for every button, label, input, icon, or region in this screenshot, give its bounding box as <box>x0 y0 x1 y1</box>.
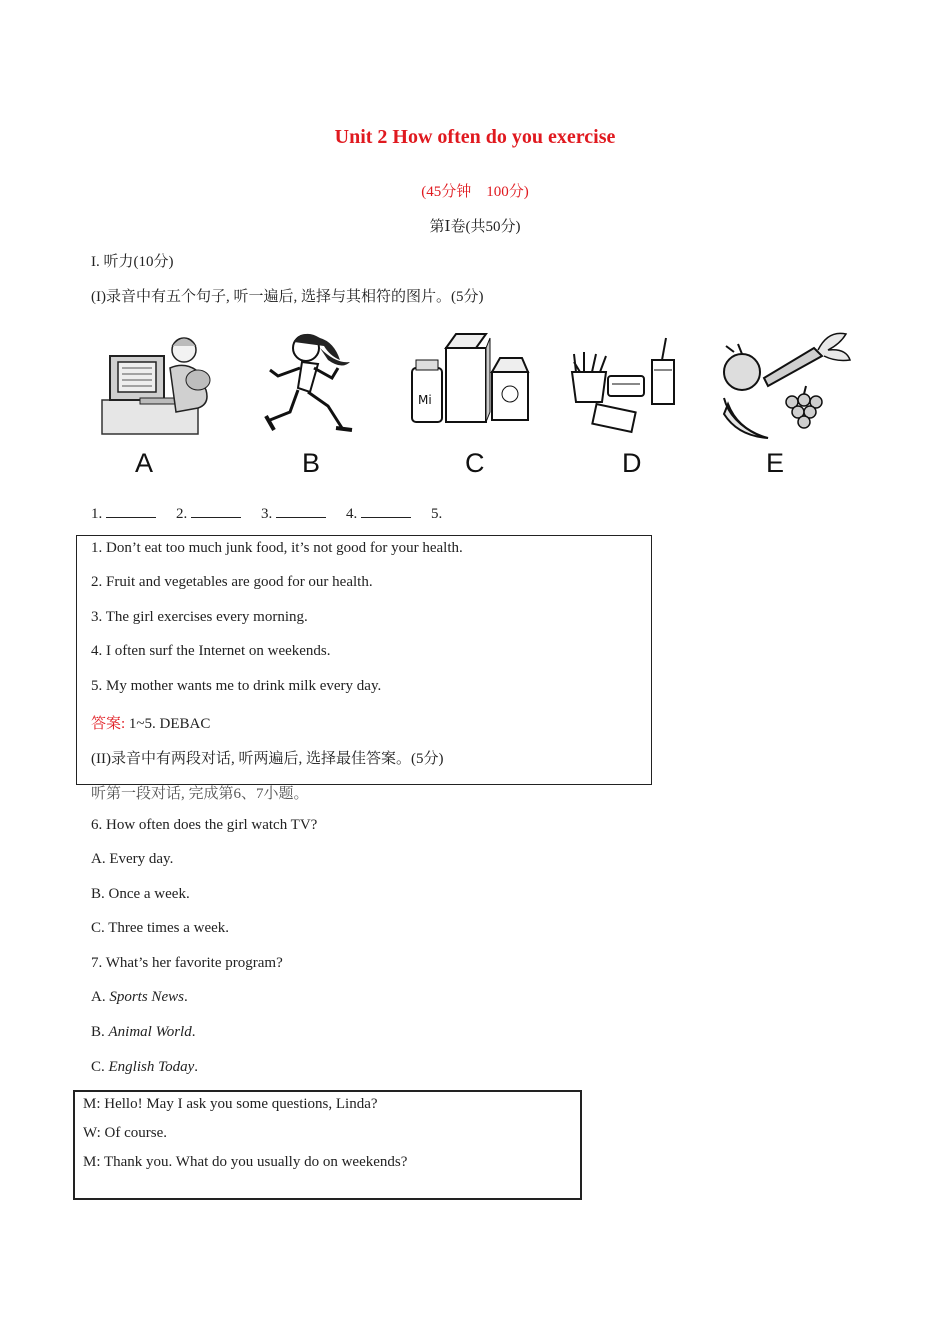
q6-option-a: A. Every day. <box>91 851 174 867</box>
script-line: 4. I often surf the Internet on weekends. <box>91 643 331 659</box>
q7-option-b: B. Animal World. <box>91 1024 196 1040</box>
q6-option-c: C. Three times a week. <box>91 920 230 936</box>
blank-label: 5. <box>431 506 443 522</box>
page-title: Unit 2 How often do you exercise <box>334 126 616 148</box>
answer-blank[interactable] <box>191 505 241 518</box>
answer-blank[interactable] <box>276 505 326 518</box>
volume-heading: 第Ⅰ卷(共50分) <box>429 219 521 235</box>
script-line: 3. The girl exercises every morning. <box>91 609 308 625</box>
part2-instruction: (II)录音中有两段对话, 听两遍后, 选择最佳答案。(5分) <box>91 751 444 767</box>
answer-blanks-row <box>91 505 442 523</box>
section-heading: I. 听力(10分) <box>91 254 174 270</box>
running-girl-icon <box>262 328 358 440</box>
fruit-vegetables-icon <box>718 328 854 444</box>
dialog-line: M: Thank you. What do you usually do on weekends? <box>83 1154 408 1170</box>
answer-label: 答案: <box>91 716 126 732</box>
blank-label: 2. <box>176 506 188 522</box>
picture-letter: D <box>622 448 642 478</box>
milk-cartons-icon <box>408 328 534 428</box>
script-line: 1. Don’t eat too much junk food, it’s not good for your health. <box>91 540 463 556</box>
blank-label: 1. <box>91 506 103 522</box>
answer-blank[interactable] <box>106 505 156 518</box>
picture-letter: B <box>302 448 321 478</box>
picture-letter: C <box>465 448 485 478</box>
answer-line <box>91 712 210 733</box>
time-score-note: (45分钟 100分) <box>421 184 529 200</box>
part2-intro: 听第一段对话, 完成第6、7小题。 <box>91 786 309 802</box>
blank-label: 3. <box>261 506 273 522</box>
blank-label: 4. <box>346 506 358 522</box>
question-7: 7. What’s her favorite program? <box>91 955 283 971</box>
dialog-line: M: Hello! May I ask you some questions, Linda? <box>83 1096 378 1112</box>
q7-option-a: A. Sports News. <box>91 989 188 1005</box>
script-line: 2. Fruit and vegetables are good for our health. <box>91 574 373 590</box>
dialog-script-box <box>73 1090 582 1200</box>
picture-letter: A <box>135 448 154 478</box>
svg-text:Mi: Mi <box>418 393 432 407</box>
junk-food-icon <box>566 328 682 438</box>
script-line: 5. My mother wants me to drink milk every day. <box>91 678 382 694</box>
part1-instruction: (I)录音中有五个句子, 听一遍后, 选择与其相符的图片。(5分) <box>91 289 484 305</box>
computer-user-icon <box>100 328 212 436</box>
picture-letter: E <box>766 448 785 478</box>
answer-value: 1~5. DEBAC <box>125 716 211 732</box>
question-6: 6. How often does the girl watch TV? <box>91 817 318 833</box>
dialog-line: W: Of course. <box>83 1125 167 1141</box>
answer-blank[interactable] <box>361 505 411 518</box>
listening-script-box <box>76 535 652 785</box>
q6-option-b: B. Once a week. <box>91 886 190 902</box>
q7-option-c: C. English Today. <box>91 1059 198 1075</box>
